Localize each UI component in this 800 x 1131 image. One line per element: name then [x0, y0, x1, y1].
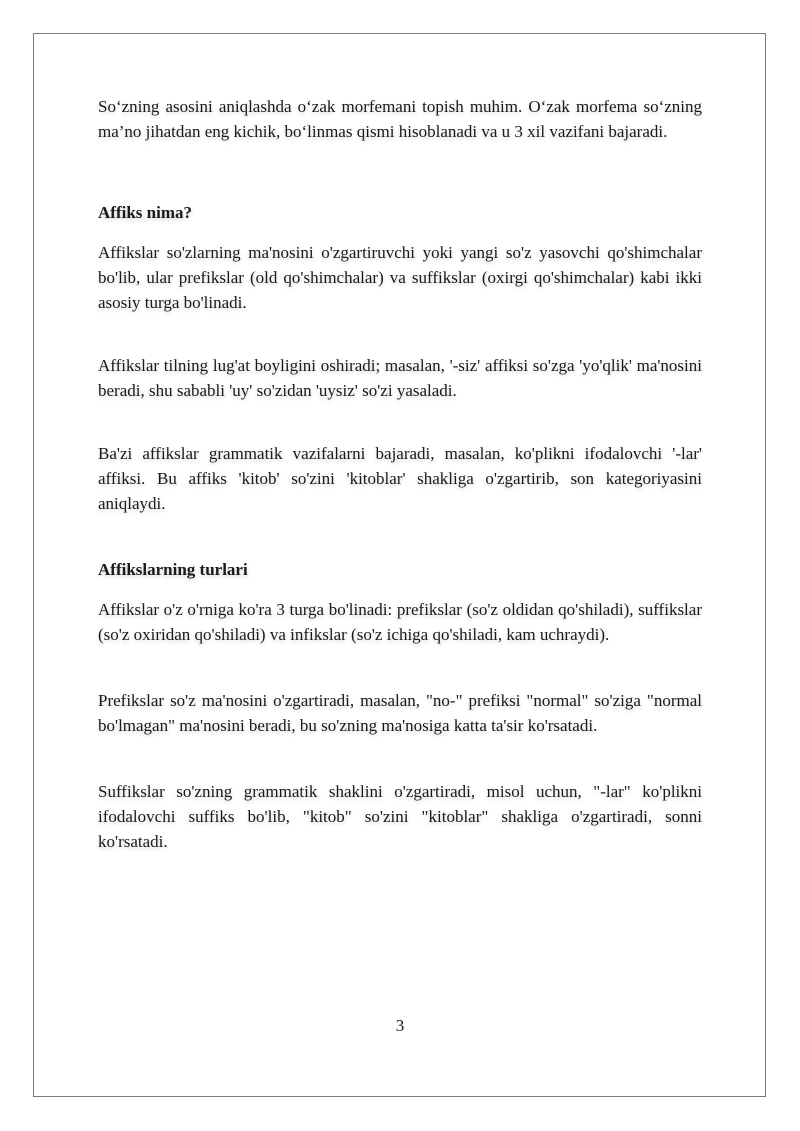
heading-affiks-nima: Affiks nima?	[98, 203, 192, 222]
page-content	[98, 94, 702, 854]
paragraph-prefiks: Prefikslar so'z ma'nosini o'zgartiradi, masalan, "no-" prefiksi "normal" so'ziga "normal bo'lmagan" ma'nosini beradi, bu so'zning ma'nosiga katta ta'sir ko'rsatadi.	[98, 691, 702, 735]
paragraph-affiks-types: Affikslar o'z o'rniga ko'ra 3 turga bo'linadi: prefikslar (so'z oldidan qo'shiladi), suffikslar (so'z oxiridan qo'shiladi) va infikslar (so'z ichiga qo'shiladi, kam uchraydi).	[98, 600, 702, 644]
paragraph-affiks-grammatical: Ba'zi affikslar grammatik vazifalarni bajaradi, masalan, ko'plikni ifodalovchi '-lar' affiksi. Bu affiks 'kitob' so'zini 'kitoblar' shakliga o'zgartirib, son kategoriyasini aniqlaydi.	[98, 444, 702, 513]
paragraph-suffiks: Suffikslar so'zning grammatik shaklini o'zgartiradi, misol uchun, "-lar" ko'plikni ifodalovchi suffiks bo'lib, "kitob" so'zini "kitoblar" shakliga o'zgartiradi, sonni ko'rsatadi.	[98, 782, 702, 851]
paragraph-root-morpheme: So‘zning asosini aniqlashda o‘zak morfemani topish muhim. O‘zak morfema so‘zning ma’no jihatdan eng kichik, bo‘linmas qismi hisoblanadi va u 3 xil vazifani bajaradi.	[98, 97, 702, 141]
heading-affiks-turlari: Affikslarning turlari	[98, 560, 248, 579]
paragraph-affiks-definition: Affikslar so'zlarning ma'nosini o'zgartiruvchi yoki yangi so'z yasovchi qo'shimchalar bo'lib, ular prefikslar (old qo'shimchalar) va suffikslar (oxirgi qo'shimchalar) kabi ikki asosiy turga bo'linadi.	[98, 243, 702, 312]
page-number: 3	[395, 1016, 405, 1035]
paragraph-affiks-lexical: Affikslar tilning lug'at boyligini oshiradi; masalan, '-siz' affiksi so'zga 'yo'qlik' ma'nosini beradi, shu sababli 'uy' so'zidan 'uysiz' so'zi yasaladi.	[98, 356, 702, 400]
